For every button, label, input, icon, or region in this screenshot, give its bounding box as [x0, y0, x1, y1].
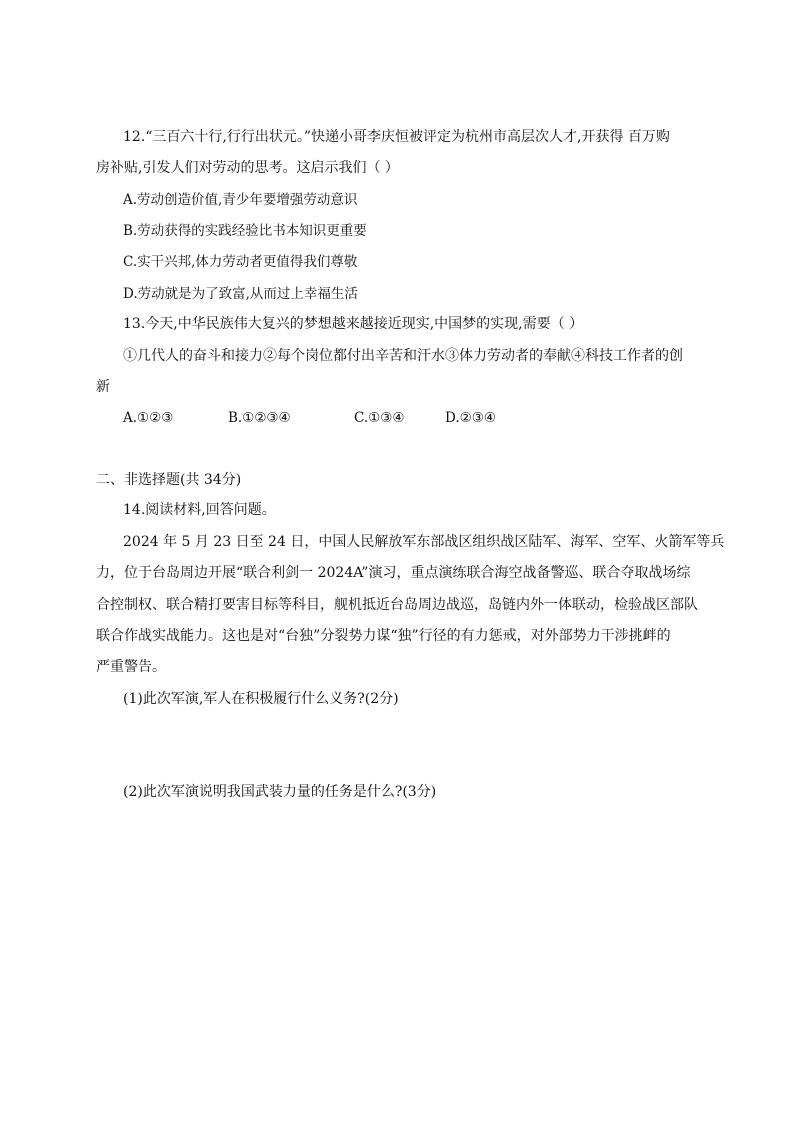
q14-intro: 14.阅读材料,回答问题。 — [123, 502, 276, 518]
q13-option-c: C.①③④ — [354, 410, 405, 426]
q13-option-d: D.②③④ — [445, 410, 496, 426]
q13-items-line2: 新 — [96, 379, 110, 395]
q13-items-line1: ①几代人的奋斗和接力②每个岗位都付出辛苦和汗水③体力劳动者的奉献④科技工作者的创 — [123, 348, 683, 364]
q14-material-line3: 合控制权、联合精打要害目标等科目，舰机抵近台岛周边战巡，岛链内外一体联动，检验战区部队 — [96, 597, 698, 613]
q12-stem-line1: 12.“三百六十行,行行出状元。”快递小哥李庆恒被评定为杭州市高层次人才,开获得 百万购 — [123, 129, 670, 145]
q13-option-b: B.①②③④ — [228, 410, 291, 426]
q13-option-a: A.①②③ — [123, 410, 174, 426]
q13-stem: 13.今天,中华民族伟大复兴的梦想越来越接近现实,中国梦的实现,需要（ ） — [123, 316, 584, 332]
q14-material-line4: 联合作战实战能力。这也是对“台独”分裂势力谋“独”行径的有力惩戒，对外部势力干涉挑衅的 — [96, 628, 671, 644]
section2-heading: 二、非选择题(共 34分) — [96, 472, 242, 488]
q12-option-c: C.实干兴邦,体力劳动者更值得我们尊敬 — [123, 254, 358, 270]
q14-material-line2: 力，位于台岛周边开展“联合利剑一 2024A”演习，重点演练联合海空战备警巡、联合夺取战场综 — [96, 565, 691, 581]
q12-stem-line2: 房补贴,引发人们对劳动的思考。这启示我们（ ） — [96, 160, 399, 176]
q14-material-line1: 2024 年 5 月 23 日至 24 日，中国人民解放军东部战区组织战区陆军、海军、空军、火箭军等兵 — [123, 534, 725, 550]
q12-option-a: A.劳动创造价值,青少年要增强劳动意识 — [123, 192, 358, 208]
q12-option-b: B.劳动获得的实践经验比书本知识更重要 — [123, 223, 367, 239]
q12-option-d: D.劳动就是为了致富,从而过上幸福生活 — [123, 286, 358, 302]
q14-sub2: (2)此次军演说明我国武装力量的任务是什么?(3分) — [123, 784, 437, 800]
q14-sub1: (1)此次军演,军人在积极履行什么义务?(2分) — [123, 691, 399, 707]
q14-material-line5: 严重警告。 — [96, 659, 166, 675]
